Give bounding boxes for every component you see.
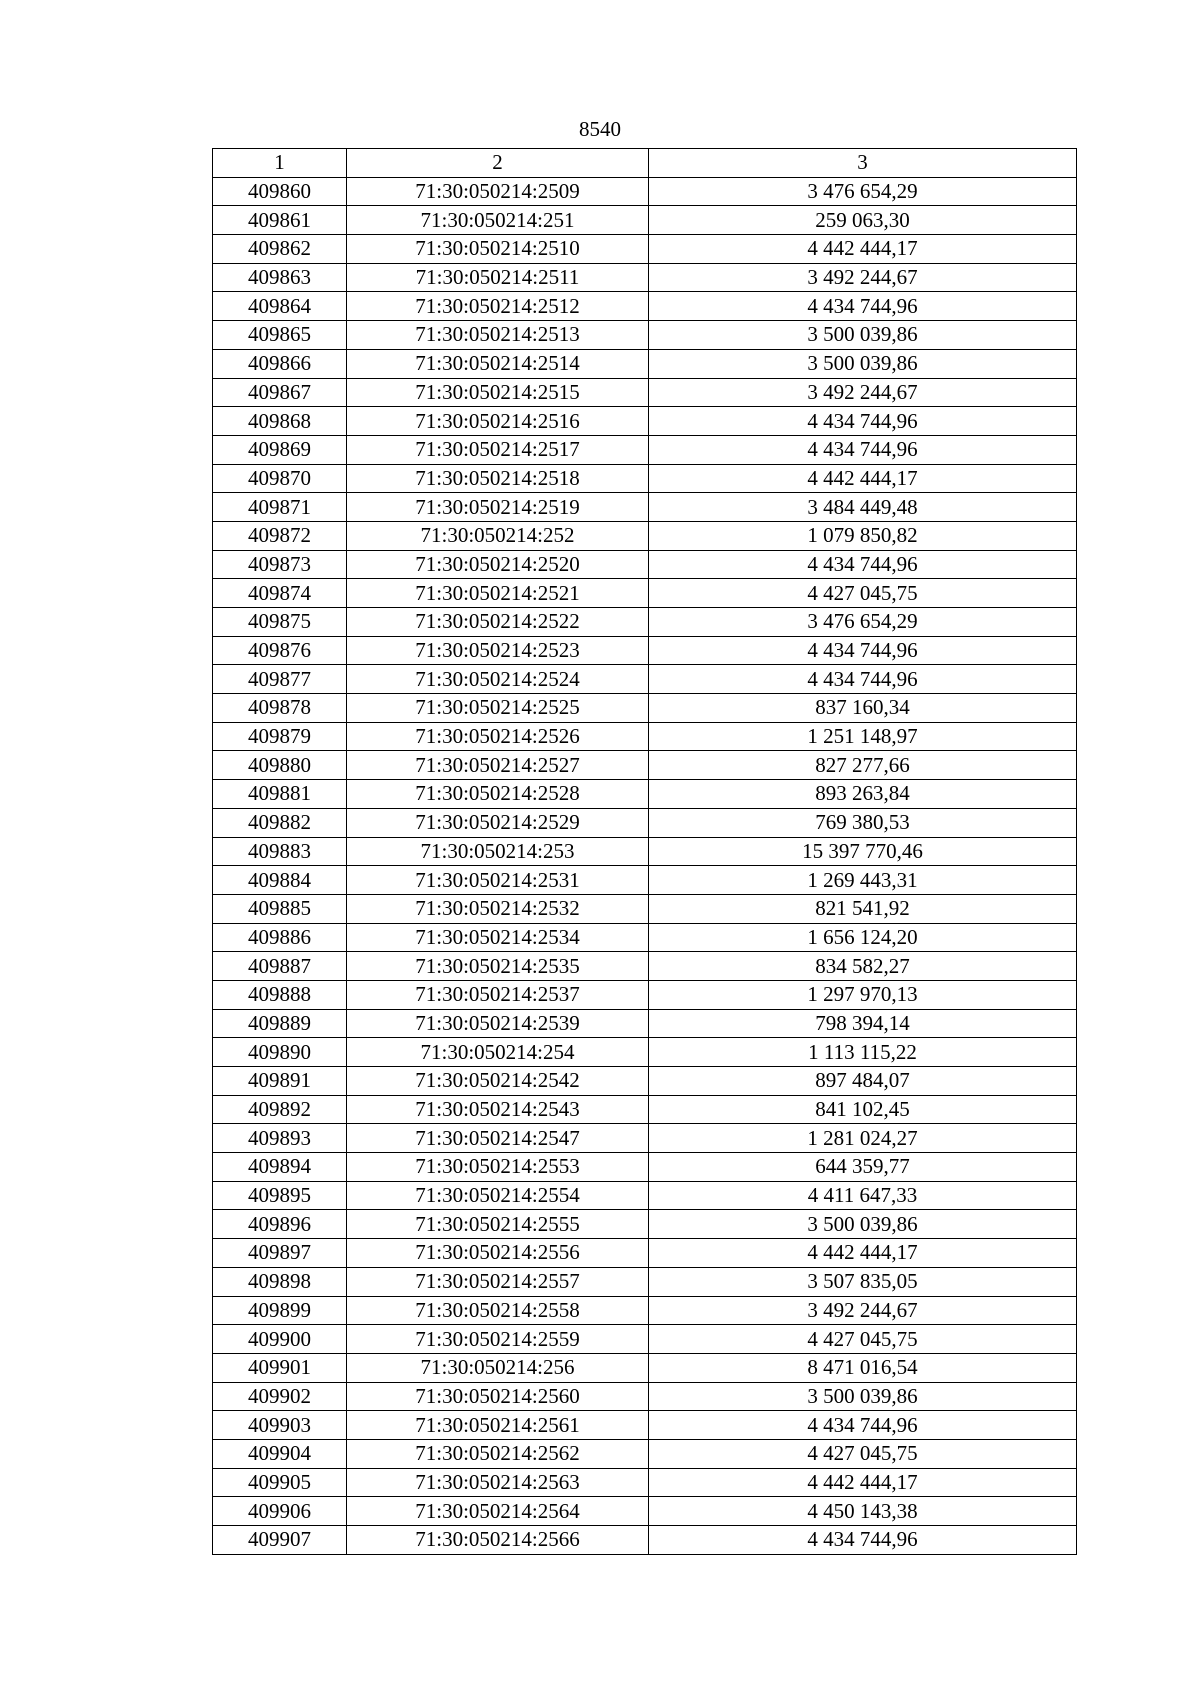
row-number-cell: 409888 [213, 980, 347, 1009]
table-row [213, 579, 1077, 608]
cadastral-number-cell: 71:30:050214:2524 [347, 665, 649, 694]
row-number-cell: 409879 [213, 722, 347, 751]
table-row [213, 464, 1077, 493]
cadastral-number-cell: 71:30:050214:2539 [347, 1009, 649, 1038]
row-number-cell: 409871 [213, 493, 347, 522]
page-number: 8540 [579, 117, 621, 141]
row-number-cell: 409870 [213, 464, 347, 493]
cadastral-number-cell: 71:30:050214:2526 [347, 722, 649, 751]
row-number-cell: 409887 [213, 952, 347, 981]
cadastral-number-cell: 71:30:050214:2520 [347, 550, 649, 579]
row-number-cell: 409885 [213, 894, 347, 923]
value-cell: 1 251 148,97 [649, 722, 1077, 751]
cadastral-number-cell: 71:30:050214:256 [347, 1353, 649, 1382]
table-row [213, 780, 1077, 809]
cadastral-number-cell: 71:30:050214:2518 [347, 464, 649, 493]
data-table [212, 148, 1077, 1555]
value-cell: 4 450 143,38 [649, 1497, 1077, 1526]
cadastral-number-cell: 71:30:050214:2557 [347, 1267, 649, 1296]
row-number-cell: 409906 [213, 1497, 347, 1526]
value-cell: 1 113 115,22 [649, 1038, 1077, 1067]
value-cell: 4 434 744,96 [649, 665, 1077, 694]
table-row [213, 1296, 1077, 1325]
column-header-1: 1 [213, 149, 347, 178]
cadastral-number-cell: 71:30:050214:2510 [347, 235, 649, 264]
row-number-cell: 409878 [213, 694, 347, 723]
table-row [213, 177, 1077, 206]
table-row [213, 808, 1077, 837]
row-number-cell: 409904 [213, 1439, 347, 1468]
table-row [213, 837, 1077, 866]
table-row [213, 206, 1077, 235]
table-row [213, 722, 1077, 751]
row-number-cell: 409897 [213, 1239, 347, 1268]
row-number-cell: 409873 [213, 550, 347, 579]
row-number-cell: 409899 [213, 1296, 347, 1325]
row-number-cell: 409889 [213, 1009, 347, 1038]
cadastral-number-cell: 71:30:050214:254 [347, 1038, 649, 1067]
cadastral-number-cell: 71:30:050214:2554 [347, 1181, 649, 1210]
cadastral-number-cell: 71:30:050214:2511 [347, 263, 649, 292]
cadastral-number-cell: 71:30:050214:2553 [347, 1153, 649, 1182]
value-cell: 1 297 970,13 [649, 980, 1077, 1009]
row-number-cell: 409872 [213, 521, 347, 550]
row-number-cell: 409874 [213, 579, 347, 608]
row-number-cell: 409886 [213, 923, 347, 952]
row-number-cell: 409860 [213, 177, 347, 206]
value-cell: 3 484 449,48 [649, 493, 1077, 522]
row-number-cell: 409867 [213, 378, 347, 407]
table-row [213, 1038, 1077, 1067]
table-row [213, 980, 1077, 1009]
value-cell: 4 434 744,96 [649, 292, 1077, 321]
table-row [213, 1239, 1077, 1268]
value-cell: 837 160,34 [649, 694, 1077, 723]
table-row [213, 1497, 1077, 1526]
value-cell: 4 442 444,17 [649, 235, 1077, 264]
row-number-cell: 409869 [213, 435, 347, 464]
value-cell: 4 434 744,96 [649, 1411, 1077, 1440]
row-number-cell: 409907 [213, 1526, 347, 1555]
value-cell: 3 492 244,67 [649, 263, 1077, 292]
value-cell: 3 492 244,67 [649, 378, 1077, 407]
value-cell: 3 492 244,67 [649, 1296, 1077, 1325]
row-number-cell: 409863 [213, 263, 347, 292]
cadastral-number-cell: 71:30:050214:251 [347, 206, 649, 235]
row-number-cell: 409891 [213, 1067, 347, 1096]
row-number-cell: 409894 [213, 1153, 347, 1182]
row-number-cell: 409895 [213, 1181, 347, 1210]
row-number-cell: 409893 [213, 1124, 347, 1153]
table-row [213, 521, 1077, 550]
table-row [213, 292, 1077, 321]
table-row [213, 1153, 1077, 1182]
table-row [213, 1353, 1077, 1382]
row-number-cell: 409905 [213, 1468, 347, 1497]
cadastral-number-cell: 71:30:050214:2535 [347, 952, 649, 981]
table-row [213, 665, 1077, 694]
value-cell: 3 476 654,29 [649, 608, 1077, 637]
column-header-3: 3 [649, 149, 1077, 178]
value-cell: 1 079 850,82 [649, 521, 1077, 550]
cadastral-number-cell: 71:30:050214:2512 [347, 292, 649, 321]
table-row [213, 1267, 1077, 1296]
row-number-cell: 409862 [213, 235, 347, 264]
value-cell: 4 427 045,75 [649, 579, 1077, 608]
value-cell: 3 476 654,29 [649, 177, 1077, 206]
value-cell: 4 442 444,17 [649, 1239, 1077, 1268]
value-cell: 3 500 039,86 [649, 1382, 1077, 1411]
cadastral-number-cell: 71:30:050214:2515 [347, 378, 649, 407]
table-row [213, 235, 1077, 264]
cadastral-number-cell: 71:30:050214:2525 [347, 694, 649, 723]
column-header-2: 2 [347, 149, 649, 178]
row-number-cell: 409901 [213, 1353, 347, 1382]
cadastral-number-cell: 71:30:050214:2566 [347, 1526, 649, 1555]
row-number-cell: 409890 [213, 1038, 347, 1067]
value-cell: 1 269 443,31 [649, 866, 1077, 895]
value-cell: 644 359,77 [649, 1153, 1077, 1182]
cadastral-number-cell: 71:30:050214:2527 [347, 751, 649, 780]
row-number-cell: 409898 [213, 1267, 347, 1296]
value-cell: 1 281 024,27 [649, 1124, 1077, 1153]
value-cell: 4 434 744,96 [649, 407, 1077, 436]
row-number-cell: 409881 [213, 780, 347, 809]
cadastral-number-cell: 71:30:050214:2529 [347, 808, 649, 837]
table-row [213, 894, 1077, 923]
cadastral-number-cell: 71:30:050214:2514 [347, 349, 649, 378]
table-row [213, 1439, 1077, 1468]
value-cell: 834 582,27 [649, 952, 1077, 981]
table-row [213, 1124, 1077, 1153]
cadastral-number-cell: 71:30:050214:2517 [347, 435, 649, 464]
cadastral-number-cell: 71:30:050214:2542 [347, 1067, 649, 1096]
row-number-cell: 409903 [213, 1411, 347, 1440]
table-row [213, 550, 1077, 579]
row-number-cell: 409861 [213, 206, 347, 235]
row-number-cell: 409896 [213, 1210, 347, 1239]
table-row [213, 493, 1077, 522]
value-cell: 3 500 039,86 [649, 1210, 1077, 1239]
row-number-cell: 409875 [213, 608, 347, 637]
value-cell: 4 427 045,75 [649, 1325, 1077, 1354]
value-cell: 15 397 770,46 [649, 837, 1077, 866]
cadastral-number-cell: 71:30:050214:2558 [347, 1296, 649, 1325]
cadastral-number-cell: 71:30:050214:2521 [347, 579, 649, 608]
table-row [213, 1526, 1077, 1555]
cadastral-number-cell: 71:30:050214:2532 [347, 894, 649, 923]
value-cell: 8 471 016,54 [649, 1353, 1077, 1382]
table-row [213, 923, 1077, 952]
cadastral-number-cell: 71:30:050214:2556 [347, 1239, 649, 1268]
row-number-cell: 409876 [213, 636, 347, 665]
row-number-cell: 409892 [213, 1095, 347, 1124]
table-row [213, 1067, 1077, 1096]
value-cell: 4 427 045,75 [649, 1439, 1077, 1468]
table-row [213, 952, 1077, 981]
table-row [213, 1382, 1077, 1411]
table-row [213, 349, 1077, 378]
table-row [213, 263, 1077, 292]
row-number-cell: 409877 [213, 665, 347, 694]
value-cell: 3 500 039,86 [649, 321, 1077, 350]
value-cell: 897 484,07 [649, 1067, 1077, 1096]
row-number-cell: 409900 [213, 1325, 347, 1354]
table-row [213, 407, 1077, 436]
cadastral-number-cell: 71:30:050214:2561 [347, 1411, 649, 1440]
cadastral-number-cell: 71:30:050214:2534 [347, 923, 649, 952]
table-row [213, 1181, 1077, 1210]
row-number-cell: 409884 [213, 866, 347, 895]
cadastral-number-cell: 71:30:050214:2519 [347, 493, 649, 522]
cadastral-number-cell: 71:30:050214:2562 [347, 1439, 649, 1468]
table-row [213, 636, 1077, 665]
value-cell: 4 442 444,17 [649, 1468, 1077, 1497]
value-cell: 3 500 039,86 [649, 349, 1077, 378]
table-row [213, 751, 1077, 780]
cadastral-number-cell: 71:30:050214:2509 [347, 177, 649, 206]
value-cell: 798 394,14 [649, 1009, 1077, 1038]
cadastral-number-cell: 71:30:050214:2563 [347, 1468, 649, 1497]
cadastral-number-cell: 71:30:050214:2522 [347, 608, 649, 637]
table-row [213, 694, 1077, 723]
value-cell: 893 263,84 [649, 780, 1077, 809]
value-cell: 4 434 744,96 [649, 1526, 1077, 1555]
row-number-cell: 409865 [213, 321, 347, 350]
table-row [213, 1468, 1077, 1497]
value-cell: 4 442 444,17 [649, 464, 1077, 493]
value-cell: 769 380,53 [649, 808, 1077, 837]
cadastral-number-cell: 71:30:050214:2516 [347, 407, 649, 436]
cadastral-number-cell: 71:30:050214:2531 [347, 866, 649, 895]
table-row [213, 866, 1077, 895]
cadastral-number-cell: 71:30:050214:253 [347, 837, 649, 866]
value-cell: 3 507 835,05 [649, 1267, 1077, 1296]
cadastral-number-cell: 71:30:050214:2555 [347, 1210, 649, 1239]
value-cell: 827 277,66 [649, 751, 1077, 780]
row-number-cell: 409902 [213, 1382, 347, 1411]
row-number-cell: 409882 [213, 808, 347, 837]
table-body [213, 149, 1077, 1555]
cadastral-number-cell: 71:30:050214:2513 [347, 321, 649, 350]
value-cell: 4 434 744,96 [649, 636, 1077, 665]
value-cell: 4 411 647,33 [649, 1181, 1077, 1210]
row-number-cell: 409864 [213, 292, 347, 321]
cadastral-number-cell: 71:30:050214:2559 [347, 1325, 649, 1354]
value-cell: 1 656 124,20 [649, 923, 1077, 952]
value-cell: 259 063,30 [649, 206, 1077, 235]
row-number-cell: 409866 [213, 349, 347, 378]
table-row [213, 608, 1077, 637]
value-cell: 841 102,45 [649, 1095, 1077, 1124]
table-row [213, 1411, 1077, 1440]
cadastral-number-cell: 71:30:050214:2537 [347, 980, 649, 1009]
row-number-cell: 409883 [213, 837, 347, 866]
cadastral-number-cell: 71:30:050214:2547 [347, 1124, 649, 1153]
table-row [213, 1325, 1077, 1354]
table-row [213, 378, 1077, 407]
cadastral-number-cell: 71:30:050214:2523 [347, 636, 649, 665]
cadastral-number-cell: 71:30:050214:2528 [347, 780, 649, 809]
cadastral-number-cell: 71:30:050214:252 [347, 521, 649, 550]
table-row [213, 1210, 1077, 1239]
table-header-row [213, 149, 1077, 178]
table-row [213, 1009, 1077, 1038]
value-cell: 4 434 744,96 [649, 435, 1077, 464]
cadastral-number-cell: 71:30:050214:2560 [347, 1382, 649, 1411]
value-cell: 821 541,92 [649, 894, 1077, 923]
table-row [213, 1095, 1077, 1124]
table-row [213, 321, 1077, 350]
cadastral-number-cell: 71:30:050214:2564 [347, 1497, 649, 1526]
table-row [213, 435, 1077, 464]
value-cell: 4 434 744,96 [649, 550, 1077, 579]
cadastral-number-cell: 71:30:050214:2543 [347, 1095, 649, 1124]
row-number-cell: 409868 [213, 407, 347, 436]
row-number-cell: 409880 [213, 751, 347, 780]
